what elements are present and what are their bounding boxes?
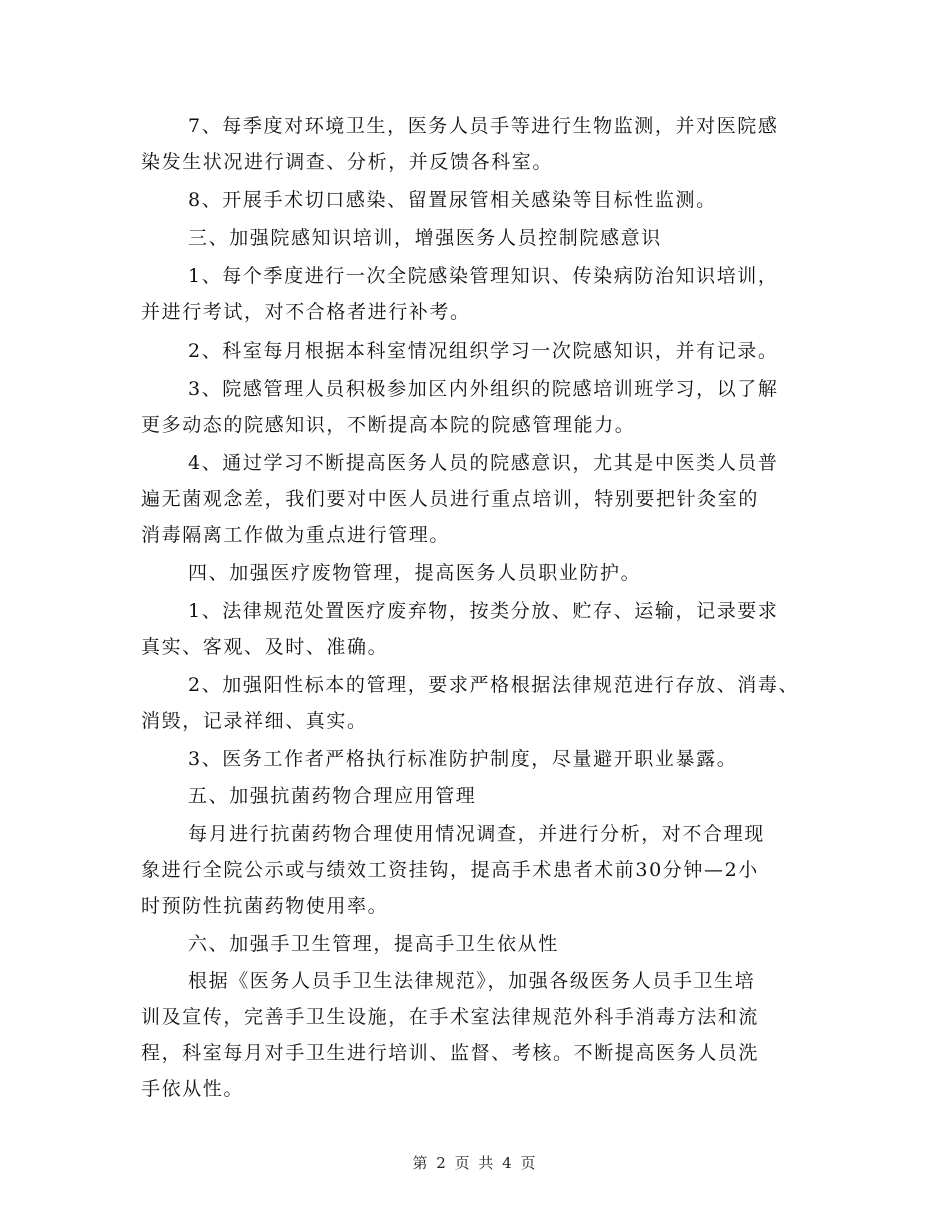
paragraph-line: 8、开展手术切口感染、留置尿管相关感染等目标性监测。 bbox=[188, 189, 717, 211]
section-heading: 五、加强抗菌药物合理应用管理 bbox=[188, 785, 477, 807]
paragraph-line: 更多动态的院感知识，不断提高本院的院感管理能力。 bbox=[141, 414, 636, 436]
paragraph-line: 2、加强阳性标本的管理，要求严格根据法律规范进行存放、消毒、 bbox=[188, 674, 800, 696]
paragraph-line: 4、通过学习不断提高医务人员的院感意识，尤其是中医类人员普 bbox=[188, 452, 779, 474]
paragraph-line: 象进行全院公示或与绩效工资挂钩，提高手术患者术前30分钟—2小 bbox=[141, 859, 759, 881]
section-heading: 四、加强医疗废物管理，提高医务人员职业防护。 bbox=[188, 562, 642, 584]
paragraph-line: 7、每季度对环境卫生，医务人员手等进行生物监测，并对医院感 bbox=[188, 115, 779, 137]
paragraph-line: 染发生状况进行调查、分析，并反馈各科室。 bbox=[141, 151, 554, 173]
paragraph-line: 手依从性。 bbox=[141, 1078, 245, 1100]
paragraph-line: 真实、客观、及时、准确。 bbox=[141, 636, 389, 658]
section-heading: 三、加强院感知识培训，增强医务人员控制院感意识 bbox=[188, 227, 662, 249]
paragraph-line: 1、每个季度进行一次全院感染管理知识、传染病防治知识培训， bbox=[188, 265, 779, 287]
section-heading: 六、加强手卫生管理，提高手卫生依从性 bbox=[188, 933, 559, 955]
paragraph-line: 根据《医务人员手卫生法律规范》，加强各级医务人员手卫生培 bbox=[188, 970, 756, 992]
paragraph-line: 并进行考试，对不合格者进行补考。 bbox=[141, 301, 471, 323]
paragraph-line: 遍无菌观念差，我们要对中医人员进行重点培训，特别要把针灸室的 bbox=[141, 488, 760, 510]
paragraph-line: 每月进行抗菌药物合理使用情况调查，并进行分析，对不合理现 bbox=[188, 823, 765, 845]
paragraph-line: 3、医务工作者严格执行标准防护制度，尽量避开职业暴露。 bbox=[188, 748, 738, 770]
paragraph-line: 程，科室每月对手卫生进行培训、监督、考核。不断提高医务人员洗 bbox=[141, 1042, 760, 1064]
paragraph-line: 2、科室每月根据本科室情况组织学习一次院感知识，并有记录。 bbox=[188, 340, 779, 362]
paragraph-line: 时预防性抗菌药物使用率。 bbox=[141, 895, 389, 917]
paragraph-line: 3、院感管理人员积极参加区内外组织的院感培训班学习，以了解 bbox=[188, 378, 779, 400]
paragraph-line: 1、法律规范处置医疗废弃物，按类分放、贮存、运输，记录要求 bbox=[188, 600, 779, 622]
paragraph-line: 消毒隔离工作做为重点进行管理。 bbox=[141, 524, 451, 546]
page-number-footer: 第 2 页 共 4 页 bbox=[412, 1154, 538, 1172]
paragraph-line: 训及宣传，完善手卫生设施，在手术室法律规范外科手消毒方法和流 bbox=[141, 1006, 760, 1028]
paragraph-line: 消毁，记录祥细、真实。 bbox=[141, 710, 368, 732]
